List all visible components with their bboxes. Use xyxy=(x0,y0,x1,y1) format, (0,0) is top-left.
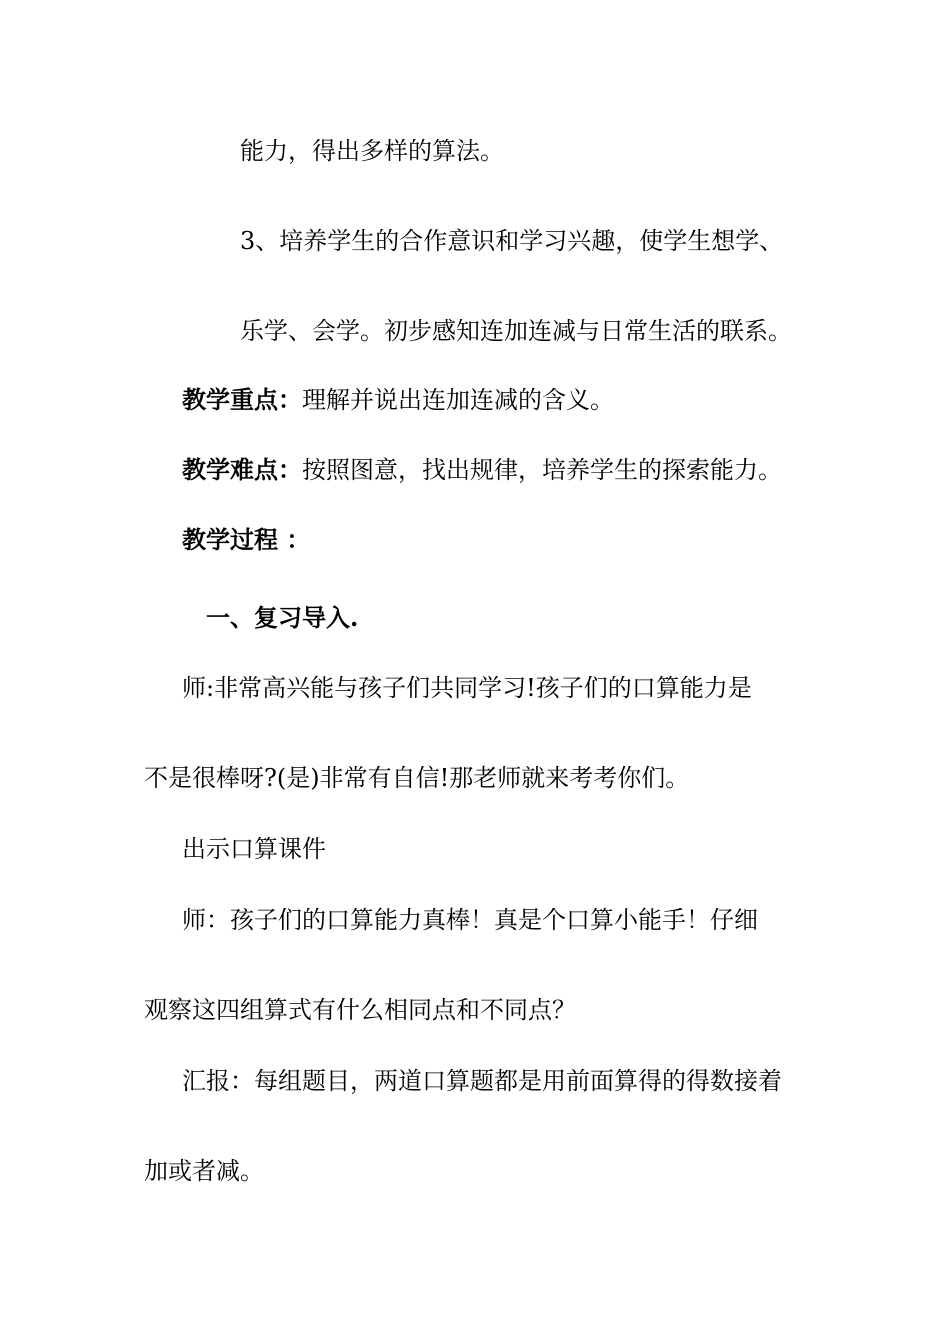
report-paragraph-line-2: 加或者减。 xyxy=(144,1157,264,1185)
difficult-point-paragraph xyxy=(182,455,782,485)
objective-3-line-1: 3、培养学生的合作意识和学习兴趣，使学生想学、 xyxy=(240,227,784,255)
teacher-paragraph-1-line-2: 不是很棒呀?(是)非常有自信!那老师就来考考你们。 xyxy=(144,764,690,792)
report-paragraph-line-1: 汇报：每组题目，两道口算题都是用前面算得的得数接着 xyxy=(182,1067,782,1095)
key-point-paragraph xyxy=(182,385,614,415)
teacher-paragraph-1-line-1: 师:非常高兴能与孩子们共同学习!孩子们的口算能力是 xyxy=(182,674,752,702)
section-one-heading: 一、复习导入. xyxy=(206,603,359,632)
key-point-label: 教学重点： xyxy=(182,385,302,414)
teacher-paragraph-2-line-2: 观察这四组算式有什么相同点和不同点？ xyxy=(144,996,576,1024)
teacher-paragraph-2-line-1: 师：孩子们的口算能力真棒！真是个口算小能手！仔细 xyxy=(182,906,758,934)
process-heading: 教学过程 ： xyxy=(182,525,311,554)
objective-3-line-2: 乐学、会学。初步感知连加连减与日常生活的联系。 xyxy=(240,317,792,345)
objective-line-continued: 能力，得出多样的算法。 xyxy=(240,137,504,165)
courseware-note: 出示口算课件 xyxy=(182,835,326,863)
key-point-text: 理解并说出连加连减的含义。 xyxy=(302,386,614,414)
difficult-point-label: 教学难点： xyxy=(182,455,302,484)
difficult-point-text: 按照图意，找出规律，培养学生的探索能力。 xyxy=(302,456,782,484)
